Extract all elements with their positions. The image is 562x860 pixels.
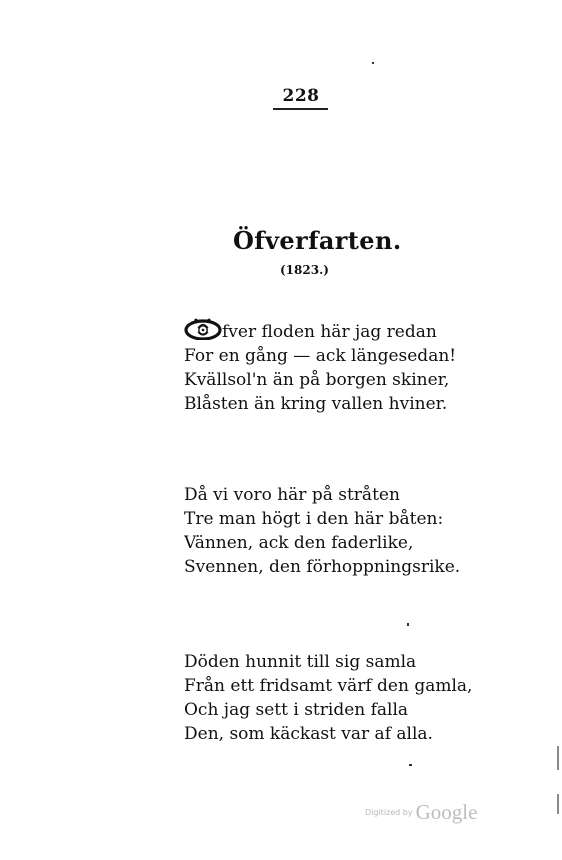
stanza-2-line-4: Svennen, den förhoppningsrike. (184, 557, 461, 577)
stanza-2-line-2: Tre man högt i den här båten: (184, 509, 444, 529)
stanza-3 (184, 650, 472, 746)
page-number-rule (273, 108, 328, 110)
poem-title: Öfverfarten. (233, 226, 402, 255)
stanza-2-line-3: Vännen, ack den faderlike, (184, 533, 414, 553)
stanza-3-line-4: Den, som käckast var af alla. (184, 724, 433, 744)
stanza-1 (184, 318, 456, 416)
scan-speck (372, 62, 374, 64)
page-edge-mark (557, 794, 559, 814)
digitized-by-text: Digitized by (365, 808, 413, 817)
digitized-watermark (365, 800, 477, 825)
page-number: 228 (282, 86, 320, 106)
poem-year: (1823.) (280, 263, 329, 277)
stanza-2-line-1: Då vi voro här på stråten (184, 485, 400, 505)
stanza-1-line-1-text: fver floden här jag redan (222, 322, 437, 342)
stanza-1-line-3: Kvällsol'n än på borgen skiner, (184, 370, 450, 390)
google-logo-text: Google (415, 800, 478, 824)
scan-speck (407, 623, 409, 626)
ornamental-drop-cap-icon (184, 318, 222, 340)
stanza-3-line-1: Döden hunnit till sig samla (184, 652, 417, 672)
stanza-2 (184, 483, 460, 579)
stanza-1-line-2: For en gång — ack längesedan! (184, 346, 457, 366)
stanza-3-line-3: Och jag sett i striden falla (184, 700, 409, 720)
stanza-1-line-4: Blåsten än kring vallen hviner. (184, 394, 448, 414)
stanza-3-line-2: Från ett fridsamt värf den gamla, (184, 676, 473, 696)
page-edge-mark (557, 746, 559, 770)
stanza-1-line-1 (184, 318, 456, 344)
scan-speck (409, 764, 412, 766)
